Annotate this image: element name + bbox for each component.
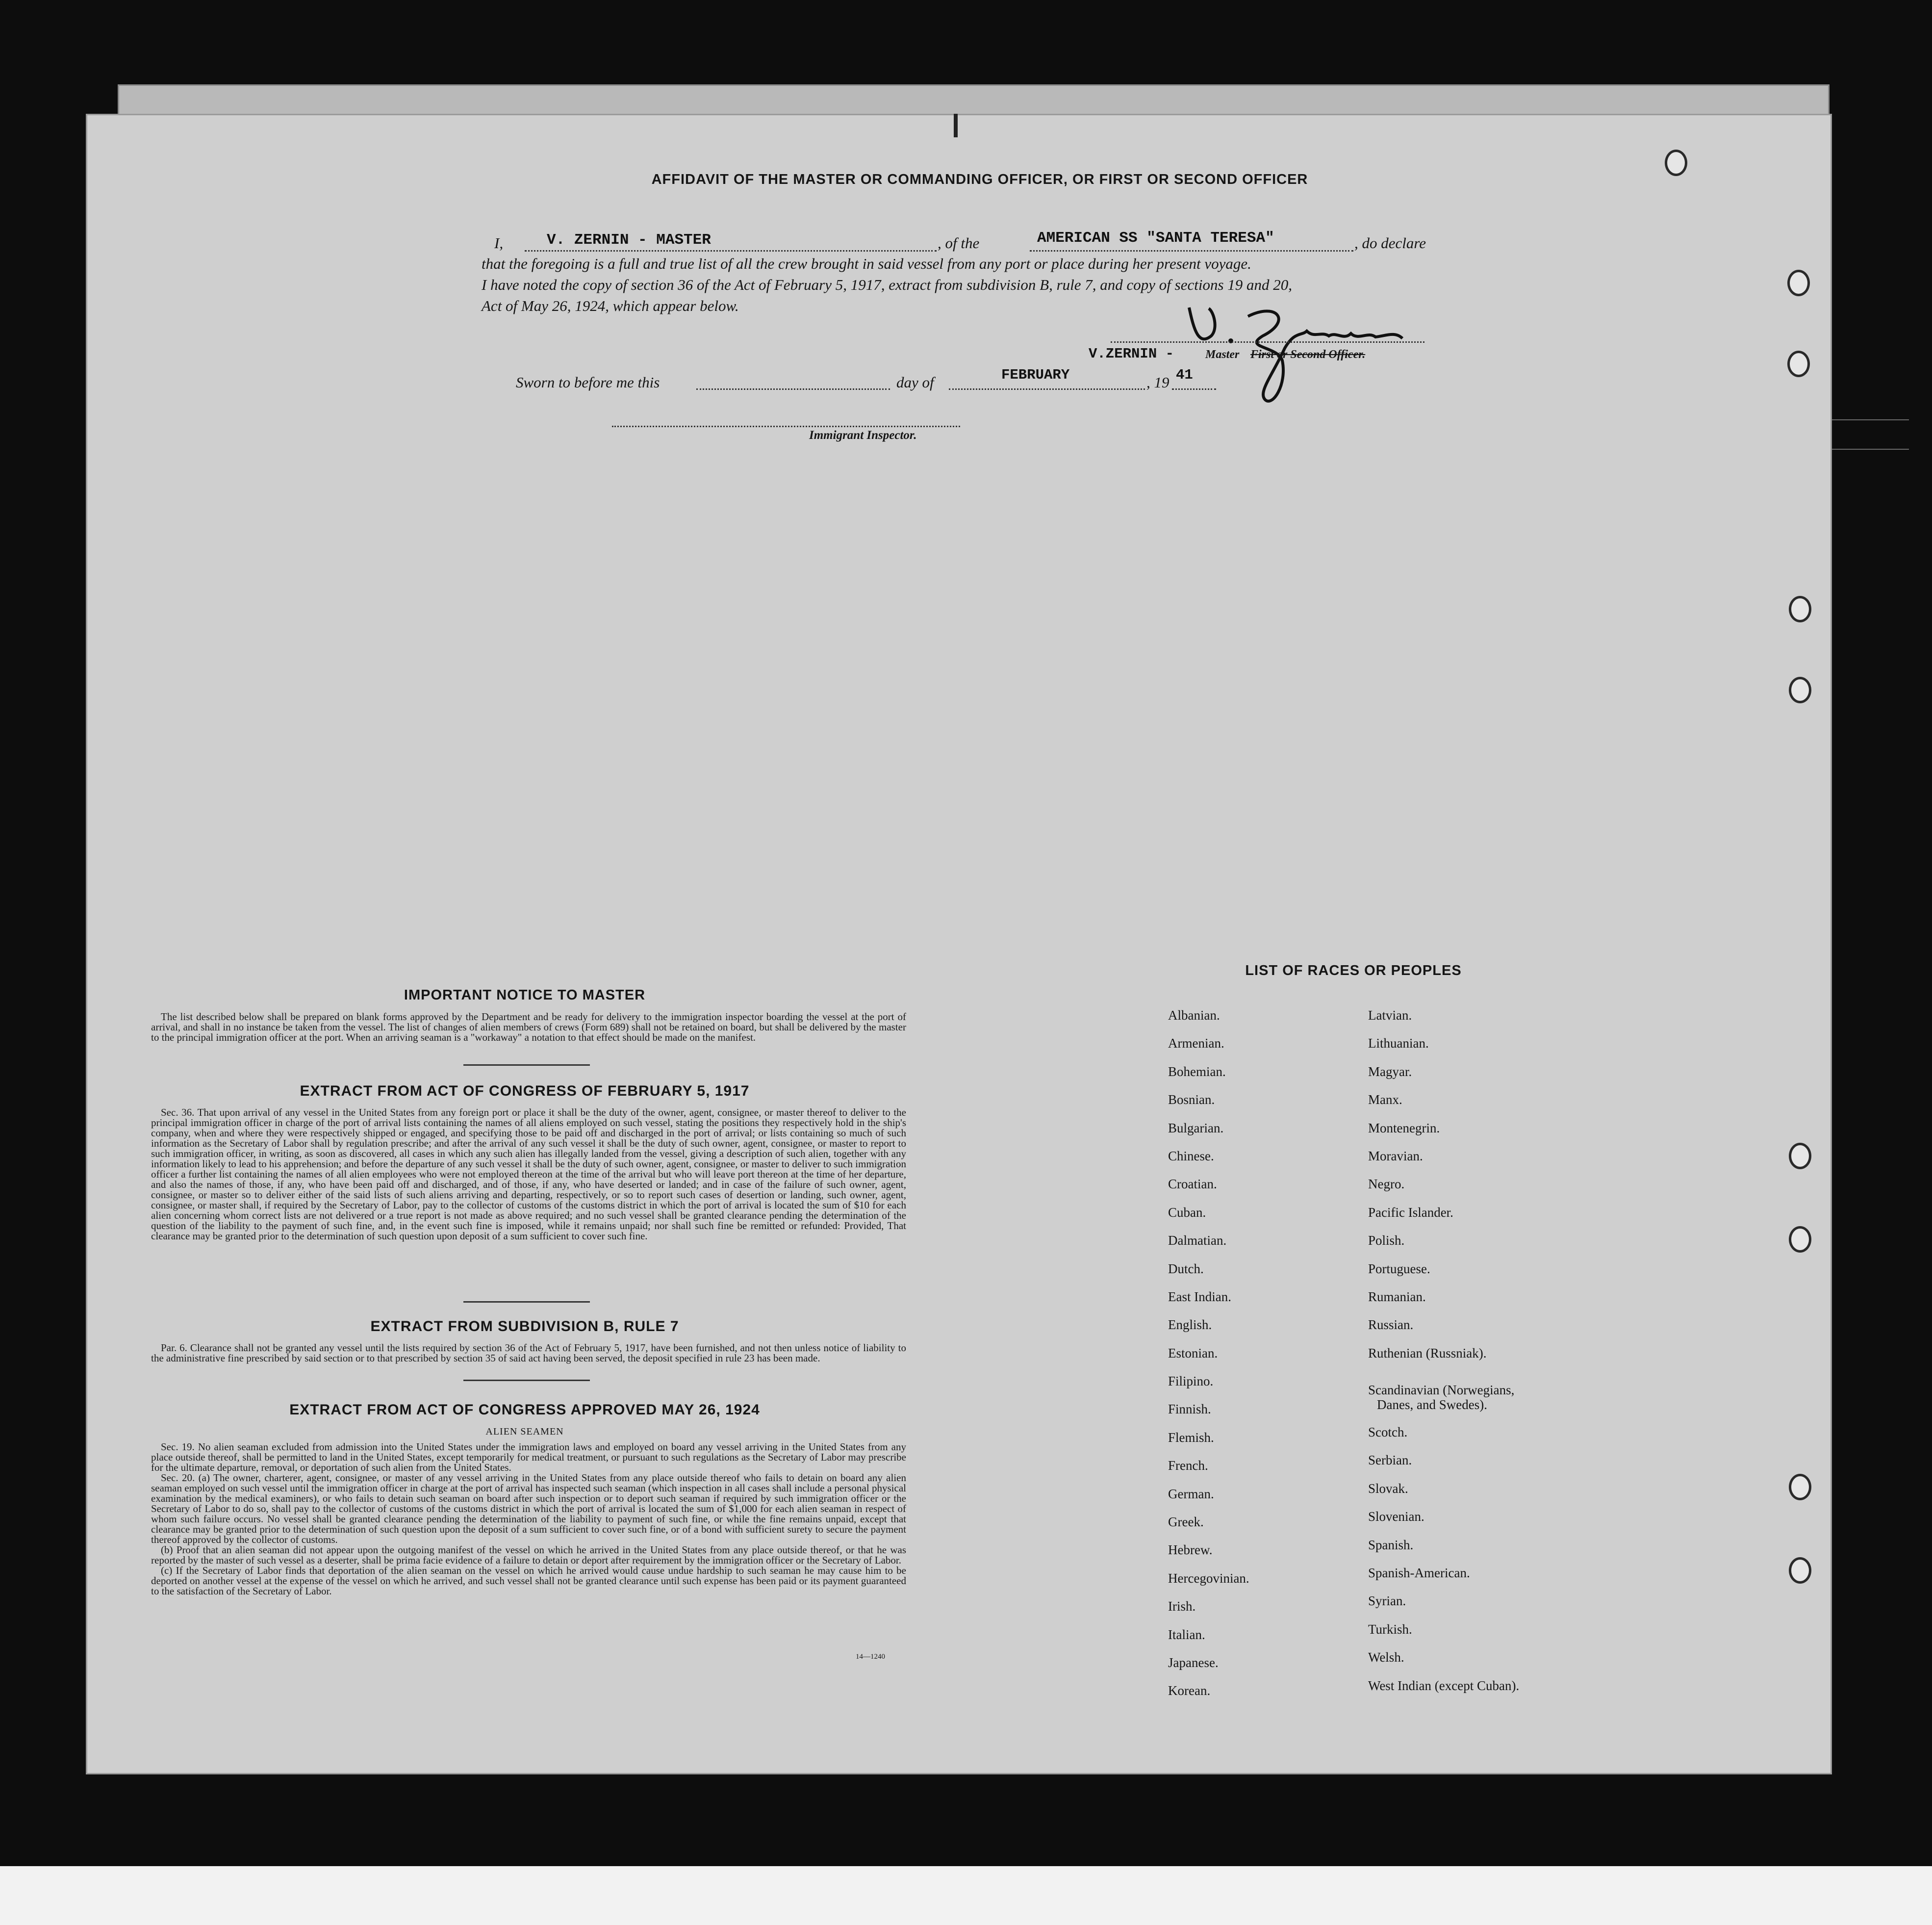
race-item: Dalmatian. [1168,1233,1227,1248]
do-declare-text: , do declare [1354,234,1426,252]
race-item: Moravian. [1368,1148,1423,1163]
section-rule [463,1064,590,1066]
section-20a-paragraph: Sec. 20. (a) The owner, charterer, agent, consignee, or master of any vessel arriving in the United States from any place outside thereof who fails to detain on board any alien seaman employed on such vessel until the immigration officer in charge at the port of arrival has inspected such seaman (which inspection in all cases shall include a personal physical examination by the medical examiners), or who fails to detain such seaman on board after such inspection or to deport such seaman if required by such immigration officer or the Secretary of Labor to do so, shall pay to the collector of customs of the customs district in which the port of arrival is located the sum of $1,000 for each alien seaman in respect of whom such failure occurs. No vessel shall be granted clearance pending the determination of the liability to payment of such fine, or while the fine remains unpaid, except that clearance may be granted prior to the determination of such question upon the deposit of a sum sufficient to cover such fine, or of a bond with sufficient surety to secure the payment thereof approved by the collector of customs. [151,1472,906,1545]
race-item: Finnish. [1168,1402,1211,1417]
master-label: Master [1205,348,1240,361]
section-rule [463,1380,590,1381]
races-column-2 [1368,1008,1519,1706]
race-item: Bosnian. [1168,1092,1215,1107]
punch-hole [1787,351,1810,377]
punch-hole [1789,1557,1811,1584]
punch-hole [1789,596,1811,622]
affidavit-line-4: Act of May 26, 1924, which appear below. [482,297,739,314]
signature-line [1111,341,1424,343]
race-item: Manx. [1368,1092,1402,1107]
race-item: Albanian. [1168,1008,1220,1023]
month-line [949,388,1145,390]
race-item: Greek. [1168,1514,1204,1530]
race-item: Spanish-American. [1368,1566,1470,1581]
race-item: Spanish. [1368,1537,1414,1552]
race-item: English. [1168,1317,1212,1333]
signature-name: V.ZERNIN - [1089,346,1174,362]
notice-paragraph: The list described below shall be prepared on blank forms approved by the Department and be ready for delivery to the immigration inspector boarding the vessel at the port of arrival, and shall in no instance be taken from the vessel. The list of changes of alien members of crews (Form 689) shall not be retained on board, but shall be delivered by the master to the principal immigration officer at the port. When an arriving seaman is a "workaway" a notation to that effect should be made on the manifest. [151,1011,906,1043]
vessel-name: AMERICAN SS "SANTA TERESA" [1037,230,1274,247]
officer-label-struck: First or Second Officer. [1250,348,1366,361]
name-line [525,250,937,252]
race-item: Danes, and Swedes). [1377,1397,1487,1412]
scanner-margin [0,1866,1932,1925]
race-item: Serbian. [1368,1453,1412,1468]
of-the-text: , of the [938,234,980,252]
race-item: Japanese. [1168,1655,1219,1670]
sworn-month: FEBRUARY [1001,367,1070,383]
race-item: Russian. [1368,1317,1414,1333]
race-item: Chinese. [1168,1148,1214,1163]
inspector-line [612,426,960,427]
race-item: Montenegrin. [1368,1120,1440,1135]
race-item: Bohemian. [1168,1064,1226,1079]
race-item: Hercegovinian. [1168,1570,1249,1586]
affidavit-title: AFFIDAVIT OF THE MASTER OR COMMANDING OFFICER, OR FIRST OR SECOND OFFICER [651,172,1308,187]
race-item: Flemish. [1168,1430,1214,1445]
race-item: Korean. [1168,1683,1211,1698]
race-item: Turkish. [1368,1621,1412,1637]
punch-hole [1789,677,1811,703]
race-item: German. [1168,1486,1214,1501]
extract-1924-title: EXTRACT FROM ACT OF CONGRESS APPROVED MAY 26, 1924 [289,1402,760,1418]
section-19-paragraph: Sec. 19. No alien seaman excluded from admission into the United States under the immigration laws and employed on board any vessel arriving in the United States from any place outside thereof, shall be permitted to land in the United States, except temporarily for medical treatment, or pursuant to such regulations as the Secretary of Labor may prescribe for the ultimate departure, removal, or deportation of such alien from the United States. [151,1441,906,1473]
race-item: East Indian. [1168,1289,1231,1304]
declarant-name: V. ZERNIN - MASTER [547,231,711,249]
day-of-label: day of [896,374,934,391]
race-item: Estonian. [1168,1345,1218,1360]
race-item: Latvian. [1368,1008,1412,1023]
race-item: Cuban. [1168,1205,1206,1220]
race-item: Rumanian. [1368,1289,1426,1304]
extract-1917-text [151,1107,906,1241]
race-item: West Indian (except Cuban). [1368,1678,1520,1693]
subdivision-title: EXTRACT FROM SUBDIVISION B, RULE 7 [370,1318,679,1335]
race-item: Dutch. [1168,1261,1204,1276]
paragraph-6: Par. 6. Clearance shall not be granted any vessel until the lists required by section 36 of the Act of February 5, 1917, have been furnished, and not then unless notice of liability to the administrative fine prescribed by said section or to that prescribed by section 35 of said act having been served, the deposit specified in rule 23 has been made. [151,1342,906,1364]
subdivision-text [151,1343,906,1363]
race-item: Pacific Islander. [1368,1205,1453,1220]
notice-title: IMPORTANT NOTICE TO MASTER [404,987,646,1003]
section-20b-paragraph: (b) Proof that an alien seaman did not appear upon the outgoing manifest of the vessel on which he arrived in the United States from any place outside thereof, or that he was reported by the master of such vessel as a deserter, shall be prima facie evidence of a failure to detain or deport after requirement by the immigration officer or the Secretary of Labor. [151,1544,906,1566]
punch-hole [1665,150,1687,176]
race-item: Filipino. [1168,1374,1214,1389]
sworn-label: Sworn to before me this [516,374,660,391]
races-column-1 [1168,1008,1249,1712]
sworn-year: 41 [1176,367,1193,383]
race-item: Slovak. [1368,1481,1408,1496]
affidavit-line-3: I have noted the copy of section 36 of the Act of February 5, 1917, extract from subdivision B, rule 7, and copy of sections 19 and 20, [482,276,1293,293]
race-item: Bulgarian. [1168,1120,1224,1135]
notice-text [151,1012,906,1043]
race-item: Slovenian. [1368,1509,1424,1524]
race-item: Welsh. [1368,1650,1404,1665]
race-item: Hebrew. [1168,1542,1213,1558]
inspector-label: Immigrant Inspector. [809,429,917,442]
race-item: Syrian. [1368,1593,1406,1609]
race-item: Polish. [1368,1233,1405,1248]
race-item: Croatian. [1168,1177,1217,1192]
alien-seamen-subtitle: ALIEN SEAMEN [485,1426,564,1437]
year-line [1172,388,1216,390]
race-item: Portuguese. [1368,1261,1430,1276]
declarant-prefix: I, [494,234,504,252]
extract-1917-title: EXTRACT FROM ACT OF CONGRESS OF FEBRUARY 5, 1917 [300,1083,750,1099]
section-rule [463,1301,590,1303]
race-item: Negro. [1368,1177,1405,1192]
affidavit-line-2: that the foregoing is a full and true list of all the crew brought in said vessel from any port or place during her present voyage. [482,255,1251,272]
race-item: Irish. [1168,1599,1196,1614]
extract-1924-text [151,1442,906,1596]
race-item: Armenian. [1168,1036,1224,1051]
race-item: Ruthenian (Russniak). [1368,1345,1487,1360]
punch-hole [1789,1474,1811,1500]
sworn-day-line [696,388,890,390]
punch-hole [1789,1143,1811,1169]
fold-mark [954,114,958,137]
races-title: LIST OF RACES OR PEOPLES [1245,963,1462,978]
form-number: 14—1240 [856,1653,885,1661]
section-20c-paragraph: (c) If the Secretary of Labor finds that deportation of the alien seaman on the vessel on which he arrived would cause undue hardship to such seaman he may cause him to be deported on another vessel at the expense of the vessel on which he arrived, and such vessel shall not be granted clearance until such expense has been paid or its payment guaranteed to the satisfaction of the Secretary of Labor. [151,1565,906,1597]
race-item: Italian. [1168,1627,1205,1642]
race-item: Scotch. [1368,1425,1408,1440]
punch-hole [1789,1226,1811,1253]
race-item: Scandinavian (Norwegians, [1368,1383,1515,1398]
section-36-paragraph: Sec. 36. That upon arrival of any vessel in the United States from any foreign port or place it shall be the duty of the owner, agent, consignee, or master thereof to deliver to the principal immigration officer in charge of the port of arrival lists containing the names of all aliens employed on such vessel, stating the positions they respectively hold in the ship's company, when and where they were respectively shipped or engaged, and specifying those to be paid off and discharged in the port of arrival; or lists containing so much of such information as the Secretary of Labor shall by regulation prescribe; and after the arrival of any such vessel it shall be the duty of such owner, agent, consignee, or master to report to such immigration officer, in writing, as soon as discovered, all cases in which any such alien has illegally landed from the vessel, giving a description of such alien, together with any information likely to lead to his apprehension; and before the departure of any such vessel it shall be the duty of such owner, agent, consignee, or master to deliver to such immigration officer a further list containing the names of all alien employees who were not employed thereon at the time of the arrival but who will leave port thereon at the time of her departure, and also the names of those, if any, who have been paid off and discharged, and of those, if any, who have deserted or landed; and in case of the failure of such owner, agent, consignee, or master so to deliver either of the said lists of such aliens arriving and departing, respectively, or so to report such cases of desertion or landing, such owner, agent, consignee, or master shall, if required by the Secretary of Labor, pay to the collector of customs of the customs district in which the port of arrival is located the sum of $10 for each alien concerning whom correct lists are not delivered or a true report is not made as above required; and no such vessel shall be granted clearance pending the determination of the question of the liability to the payment of such fine, and, in the event such fine is imposed, while it remains unpaid; nor shall such fine be remitted or refunded: Provided, That clearance may be granted prior to the determination of such question upon deposit of a sum sufficient to cover such fine. [151,1106,906,1242]
vessel-line [1030,250,1353,252]
race-item: Lithuanian. [1368,1036,1429,1051]
year-prefix: , 19 [1146,374,1169,391]
race-item: French. [1168,1458,1208,1473]
race-item: Magyar. [1368,1064,1412,1079]
punch-hole [1787,270,1810,296]
